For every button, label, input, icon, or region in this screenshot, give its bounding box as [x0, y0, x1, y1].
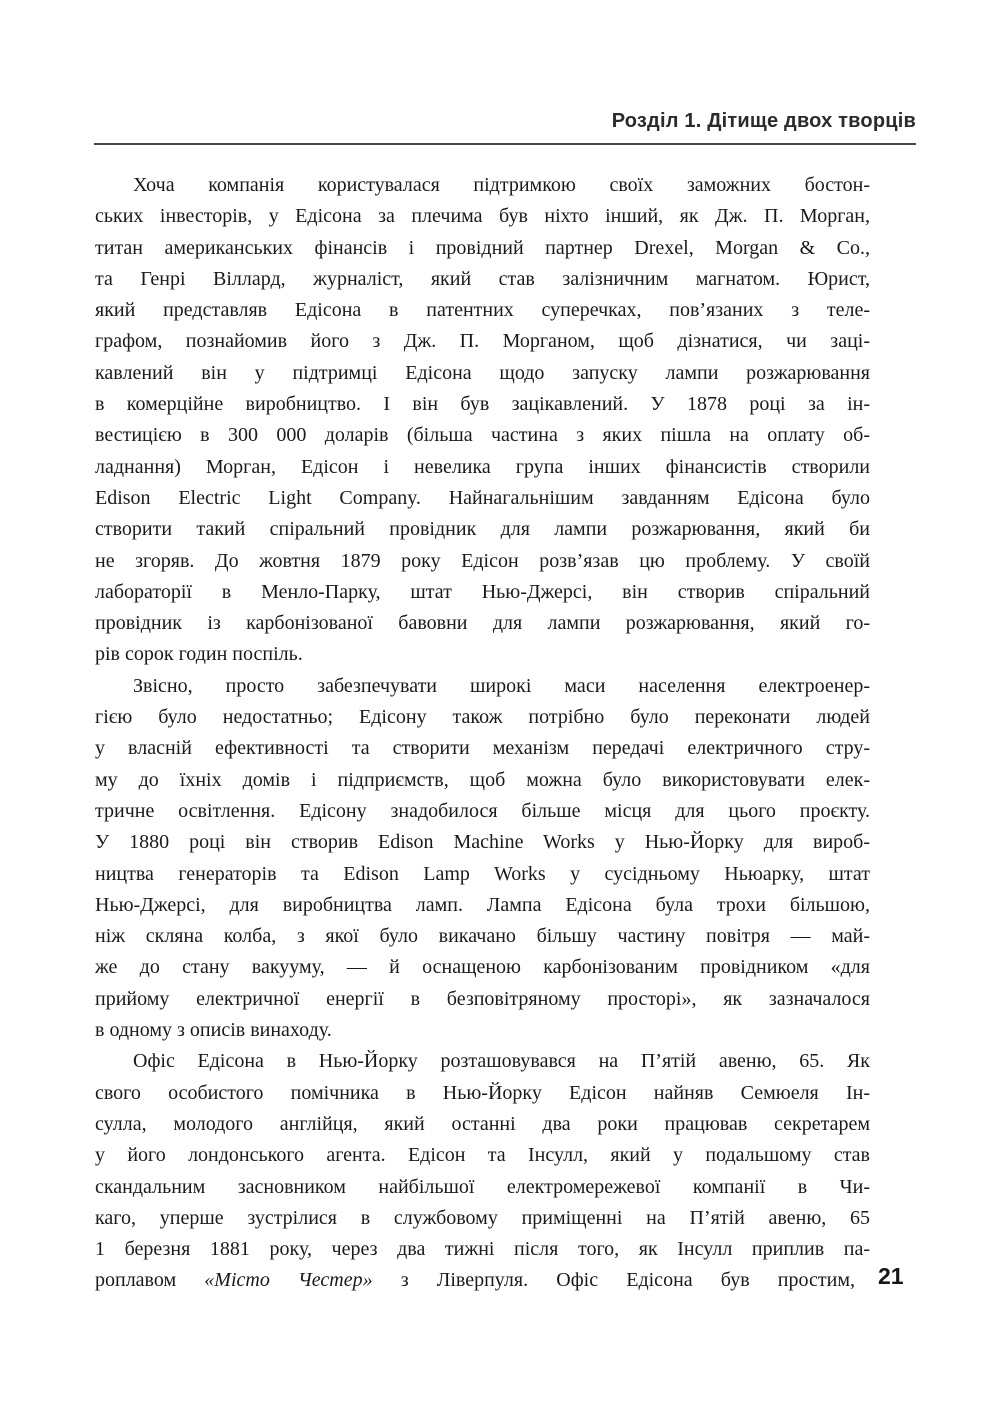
text-line: рів сорок годин поспіль. — [95, 643, 303, 666]
text-line: не згоряв. До жовтня 1879 року Едісон розв’язав цю проблему. У своїй — [95, 549, 870, 572]
text-line: тричне освітлення. Едісону знадобилося більше місця для цього проєкту. — [95, 799, 870, 822]
text-line: створити такий спіральний провідник для лампи розжарювання, який би — [95, 518, 870, 541]
text-line: ніж скляна колба, з якої було викачано більшу частину повітря — май- — [95, 925, 870, 948]
text-line: прийому електричної енергії в безповітряному просторі», як зазначалося — [95, 987, 870, 1010]
text-line: му до їхніх домів і підприємств, щоб можна було використовувати елек- — [95, 768, 870, 791]
text-line: в комерційне виробництво. І він був зацікавлений. У 1878 році за ін- — [95, 393, 870, 416]
text-line: графом, познайомив його з Дж. П. Морганом, щоб дізнатися, чи заці- — [95, 330, 870, 353]
text-line: Нью-Джерсі, для виробництва ламп. Лампа Едісона була трохи більшою, — [95, 893, 870, 916]
text-line: Офіс Едісона в Нью-Йорку розташовувався на П’ятій авеню, 65. Як — [133, 1050, 870, 1073]
text-line: який представляв Едісона в патентних суперечках, пов’язаних з теле- — [95, 299, 870, 322]
text-line: в одному з описів винаходу. — [95, 1019, 332, 1042]
text-line: свого особистого помічника в Нью-Йорку Едісон найняв Семюеля Ін- — [95, 1081, 870, 1104]
header-rule — [94, 143, 916, 145]
text-line: вестицією в 300 000 доларів (більша частина з яких пішла на оплату об- — [95, 424, 870, 447]
text-line: ництва генераторів та Edison Lamp Works у сусідньому Ньюарку, штат — [95, 862, 870, 885]
page-number: 21 — [878, 1263, 904, 1289]
text-line: лабораторії в Менло-Парку, штат Нью-Джерсі, він створив спіральний — [95, 580, 870, 603]
text-line: 1 березня 1881 року, через два тижні після того, як Інсулл приплив па- — [95, 1238, 870, 1261]
text-line: у його лондонського агента. Едісон та Інсулл, який у подальшому став — [95, 1144, 870, 1167]
text-line: кавлений він у підтримці Едісона щодо запуску лампи розжарювання — [95, 361, 870, 384]
running-header: Розділ 1. Дітище двох творців — [611, 110, 916, 132]
text-line: та Генрі Віллард, журналіст, який став залізничним магнатом. Юрист, — [95, 267, 870, 290]
text-line: ладнання) Морган, Едісон і невелика група інших фінансистів створили — [95, 455, 870, 478]
text-line: же до стану вакууму, — й оснащеною карбонізованим провідником «для — [95, 956, 870, 979]
text-line: гією було недостатньо; Едісону також потрібно було переконати людей — [95, 706, 870, 729]
text-line: скандальним засновником найбільшої електромережевої компанії в Чи- — [95, 1175, 870, 1198]
text-line — [95, 1265, 855, 1296]
text-line: Звісно, просто забезпечувати широкі маси населення електроенер- — [133, 674, 870, 697]
text-line: ських інвесторів, у Едісона за плечима був ніхто інший, як Дж. П. Морган, — [95, 205, 870, 228]
text-line: каго, уперше зустрілися в службовому приміщенні на П’ятій авеню, 65 — [95, 1206, 870, 1229]
body-text — [95, 170, 870, 1297]
text-line: провідник із карбонізованої бавовни для лампи розжарювання, який го- — [95, 612, 870, 635]
text-run: з Ліверпуля. Офіс Едісона був простим, — [372, 1269, 855, 1292]
ship-name-italic: «Місто Честер» — [204, 1269, 373, 1292]
text-line: Edison Electric Light Company. Найнагальнішим завданням Едісона було — [95, 486, 870, 509]
text-run: роплавом — [95, 1269, 205, 1292]
text-line: сулла, молодого англійця, який останні два роки працював секретарем — [95, 1112, 870, 1135]
text-line: у власній ефективності та створити механізм передачі електричного стру- — [95, 737, 870, 760]
text-line: Хоча компанія користувалася підтримкою своїх заможних бостон- — [133, 174, 870, 196]
text-line: У 1880 році він створив Edison Machine Works у Нью-Йорку для вироб- — [95, 831, 870, 854]
text-line: титан американських фінансів і провідний партнер Drexel, Morgan & Co., — [95, 236, 870, 259]
